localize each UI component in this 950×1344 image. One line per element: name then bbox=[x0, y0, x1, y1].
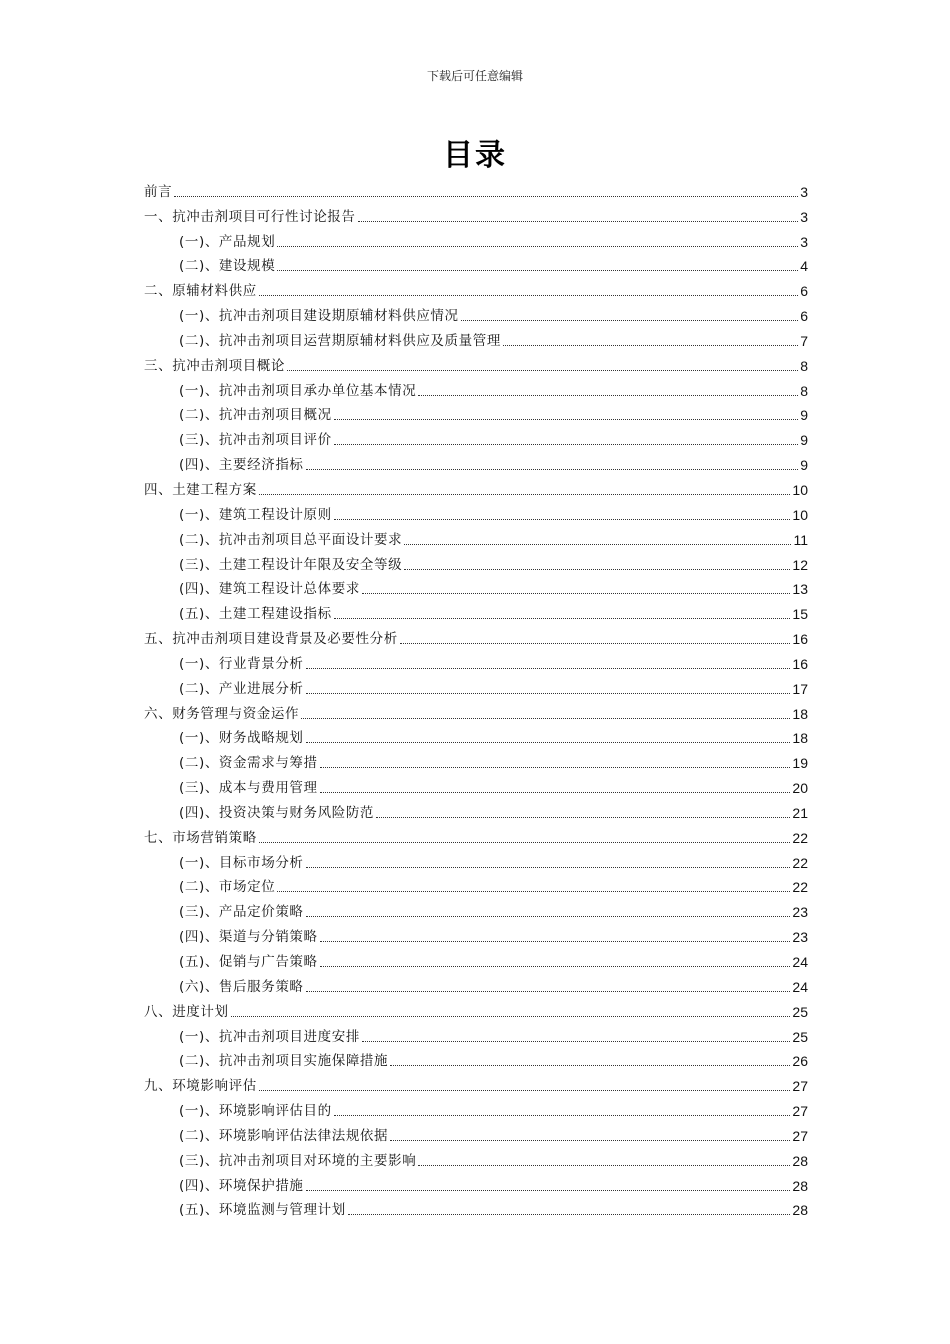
toc-dot-leader bbox=[334, 618, 791, 619]
toc-entry-page: 25 bbox=[792, 1028, 808, 1045]
toc-entry-page: 6 bbox=[800, 283, 808, 300]
toc-entry-page: 3 bbox=[800, 233, 808, 250]
toc-entry[interactable] bbox=[144, 697, 808, 722]
toc-dot-leader bbox=[334, 519, 791, 520]
toc-entry-label: (一)、目标市场分析 bbox=[179, 854, 304, 871]
toc-dot-leader bbox=[306, 668, 791, 669]
toc-entry-page: 18 bbox=[792, 705, 808, 722]
toc-dot-leader bbox=[348, 1214, 791, 1215]
toc-entry[interactable] bbox=[144, 498, 808, 523]
toc-entry[interactable] bbox=[144, 920, 808, 945]
toc-entry-label: (五)、环境监测与管理计划 bbox=[179, 1202, 346, 1219]
toc-entry-page: 19 bbox=[792, 755, 808, 772]
toc-entry[interactable] bbox=[144, 299, 808, 324]
toc-entry-page: 16 bbox=[792, 631, 808, 648]
toc-entry[interactable] bbox=[144, 175, 808, 200]
toc-entry-label: 五、抗冲击剂项目建设背景及必要性分析 bbox=[144, 631, 398, 648]
toc-entry-page: 22 bbox=[792, 854, 808, 871]
toc-entry[interactable] bbox=[144, 399, 808, 424]
toc-entry[interactable] bbox=[144, 473, 808, 498]
toc-entry-page: 24 bbox=[792, 978, 808, 995]
toc-entry-label: (四)、投资决策与财务风险防范 bbox=[179, 804, 375, 821]
toc-entry-page: 23 bbox=[792, 929, 808, 946]
toc-entry-label: (一)、财务战略规划 bbox=[179, 730, 304, 747]
toc-entry-label: (二)、抗冲击剂项目实施保障措施 bbox=[179, 1053, 389, 1070]
toc-dot-leader bbox=[306, 991, 791, 992]
toc-entry[interactable] bbox=[144, 622, 808, 647]
toc-entry[interactable] bbox=[144, 647, 808, 672]
toc-entry-page: 9 bbox=[800, 407, 808, 424]
toc-entry-label: (六)、售后服务策略 bbox=[179, 978, 304, 995]
toc-entry-page: 21 bbox=[792, 804, 808, 821]
toc-entry-page: 17 bbox=[792, 680, 808, 697]
toc-dot-leader bbox=[334, 444, 798, 445]
toc-entry-label: (四)、环境保护措施 bbox=[179, 1177, 304, 1194]
toc-entry-page: 11 bbox=[793, 531, 808, 548]
toc-entry[interactable] bbox=[144, 1020, 808, 1045]
toc-entry-label: (一)、环境影响评估目的 bbox=[179, 1103, 332, 1120]
toc-dot-leader bbox=[306, 1190, 791, 1191]
toc-dot-leader bbox=[400, 643, 791, 644]
toc-entry-label: (二)、环境影响评估法律法规依据 bbox=[179, 1127, 389, 1144]
toc-entry[interactable] bbox=[144, 672, 808, 697]
toc-entry-page: 23 bbox=[792, 904, 808, 921]
toc-entry-page: 10 bbox=[792, 481, 808, 498]
toc-entry-label: (五)、土建工程建设指标 bbox=[179, 606, 332, 623]
toc-entry[interactable] bbox=[144, 274, 808, 299]
toc-entry-page: 8 bbox=[800, 357, 808, 374]
toc-entry-page: 25 bbox=[792, 1003, 808, 1020]
toc-entry-label: (二)、抗冲击剂项目概况 bbox=[179, 407, 332, 424]
toc-dot-leader bbox=[376, 817, 790, 818]
toc-entry-label: (三)、成本与费用管理 bbox=[179, 780, 318, 797]
toc-entry[interactable] bbox=[144, 374, 808, 399]
toc-dot-leader bbox=[259, 494, 791, 495]
toc-entry[interactable] bbox=[144, 945, 808, 970]
toc-dot-leader bbox=[358, 221, 799, 222]
toc-dot-leader bbox=[287, 370, 798, 371]
toc-entry-page: 22 bbox=[792, 829, 808, 846]
toc-entry-label: 四、土建工程方案 bbox=[144, 481, 257, 498]
toc-dot-leader bbox=[259, 842, 791, 843]
toc-entry-page: 7 bbox=[800, 332, 808, 349]
toc-entry[interactable] bbox=[144, 548, 808, 573]
toc-entry-label: (四)、渠道与分销策略 bbox=[179, 929, 318, 946]
toc-entry-label: 前言 bbox=[144, 183, 173, 200]
toc-dot-leader bbox=[306, 693, 791, 694]
toc-entry[interactable] bbox=[144, 846, 808, 871]
toc-entry-label: 六、财务管理与资金运作 bbox=[144, 705, 300, 722]
toc-entry-page: 28 bbox=[792, 1202, 808, 1219]
toc-entry[interactable] bbox=[144, 1069, 808, 1094]
toc-dot-leader bbox=[390, 1140, 790, 1141]
page-title: 目录 bbox=[443, 138, 507, 173]
toc-dot-leader bbox=[301, 718, 790, 719]
toc-entry[interactable] bbox=[144, 1194, 808, 1219]
toc-entry-page: 28 bbox=[792, 1177, 808, 1194]
toc-entry[interactable] bbox=[144, 895, 808, 920]
toc-entry[interactable] bbox=[144, 970, 808, 995]
toc-dot-leader bbox=[418, 1165, 790, 1166]
toc-entry[interactable] bbox=[144, 423, 808, 448]
toc-dot-leader bbox=[320, 966, 791, 967]
toc-entry-label: (三)、土建工程设计年限及安全等级 bbox=[179, 556, 403, 573]
toc-entry-page: 28 bbox=[792, 1152, 808, 1169]
toc-entry-label: (二)、抗冲击剂项目运营期原辅材料供应及质量管理 bbox=[179, 332, 501, 349]
toc-entry[interactable] bbox=[144, 573, 808, 598]
toc-entry-page: 22 bbox=[792, 879, 808, 896]
toc-entry[interactable] bbox=[144, 200, 808, 225]
toc-entry-label: (二)、资金需求与筹措 bbox=[179, 755, 318, 772]
toc-entry[interactable] bbox=[144, 722, 808, 747]
table-of-contents bbox=[144, 175, 808, 1218]
toc-entry[interactable] bbox=[144, 523, 808, 548]
toc-entry-label: (三)、产品定价策略 bbox=[179, 904, 304, 921]
toc-entry[interactable] bbox=[144, 448, 808, 473]
toc-entry-page: 27 bbox=[792, 1103, 808, 1120]
toc-entry-label: 八、进度计划 bbox=[144, 1003, 229, 1020]
toc-entry[interactable] bbox=[144, 597, 808, 622]
toc-entry[interactable] bbox=[144, 250, 808, 275]
toc-entry[interactable] bbox=[144, 1045, 808, 1070]
toc-dot-leader bbox=[277, 270, 798, 271]
toc-entry-label: (三)、抗冲击剂项目对环境的主要影响 bbox=[179, 1152, 417, 1169]
toc-entry-label: (一)、抗冲击剂项目进度安排 bbox=[179, 1028, 360, 1045]
toc-dot-leader bbox=[334, 419, 798, 420]
toc-dot-leader bbox=[320, 767, 791, 768]
toc-entry-page: 6 bbox=[800, 308, 808, 325]
toc-dot-leader bbox=[404, 569, 790, 570]
toc-entry[interactable] bbox=[144, 1169, 808, 1194]
toc-entry[interactable] bbox=[144, 1119, 808, 1144]
toc-entry-label: 二、原辅材料供应 bbox=[144, 283, 257, 300]
toc-entry-page: 12 bbox=[792, 556, 808, 573]
toc-dot-leader bbox=[231, 1016, 791, 1017]
toc-entry[interactable] bbox=[144, 796, 808, 821]
toc-dot-leader bbox=[362, 593, 790, 594]
toc-entry-page: 4 bbox=[800, 258, 808, 275]
toc-dot-leader bbox=[259, 1090, 791, 1091]
toc-entry-label: 一、抗冲击剂项目可行性讨论报告 bbox=[144, 208, 356, 225]
toc-dot-leader bbox=[320, 792, 791, 793]
toc-entry[interactable] bbox=[144, 349, 808, 374]
toc-dot-leader bbox=[277, 246, 798, 247]
toc-entry-label: (三)、抗冲击剂项目评价 bbox=[179, 432, 332, 449]
header-note: 下载后可任意编辑 bbox=[426, 69, 523, 83]
toc-dot-leader bbox=[390, 1065, 790, 1066]
toc-entry-label: (二)、抗冲击剂项目总平面设计要求 bbox=[179, 531, 403, 548]
toc-entry-label: 九、环境影响评估 bbox=[144, 1078, 257, 1095]
toc-dot-leader bbox=[259, 295, 798, 296]
toc-entry-label: 三、抗冲击剂项目概论 bbox=[144, 357, 285, 374]
toc-entry-page: 3 bbox=[800, 183, 808, 200]
toc-entry-label: (一)、抗冲击剂项目承办单位基本情况 bbox=[179, 382, 417, 399]
toc-entry-label: 七、市场营销策略 bbox=[144, 829, 257, 846]
toc-entry-page: 8 bbox=[800, 382, 808, 399]
toc-entry-page: 3 bbox=[800, 208, 808, 225]
toc-entry-page: 9 bbox=[800, 432, 808, 449]
toc-entry-label: (五)、促销与广告策略 bbox=[179, 954, 318, 970]
toc-dot-leader bbox=[306, 916, 791, 917]
toc-dot-leader bbox=[277, 891, 790, 892]
toc-dot-leader bbox=[362, 1041, 790, 1042]
toc-entry[interactable] bbox=[144, 771, 808, 796]
toc-entry[interactable] bbox=[144, 821, 808, 846]
toc-entry-page: 16 bbox=[792, 655, 808, 672]
toc-entry-label: (一)、行业背景分析 bbox=[179, 655, 304, 672]
toc-dot-leader bbox=[320, 941, 791, 942]
toc-entry[interactable] bbox=[144, 225, 808, 250]
toc-dot-leader bbox=[174, 196, 798, 197]
toc-entry-page: 27 bbox=[792, 1127, 808, 1144]
toc-entry-label: (一)、产品规划 bbox=[179, 233, 276, 250]
toc-dot-leader bbox=[306, 469, 799, 470]
toc-entry[interactable] bbox=[144, 324, 808, 349]
toc-entry[interactable] bbox=[144, 871, 808, 896]
toc-entry-page: 10 bbox=[792, 506, 808, 523]
toc-entry-label: (二)、建设规模 bbox=[179, 258, 276, 275]
toc-entry-page: 9 bbox=[800, 457, 808, 474]
toc-dot-leader bbox=[306, 742, 791, 743]
toc-entry-label: (四)、主要经济指标 bbox=[179, 457, 304, 474]
toc-entry-label: (四)、建筑工程设计总体要求 bbox=[179, 581, 360, 598]
toc-entry[interactable] bbox=[144, 1094, 808, 1119]
toc-dot-leader bbox=[418, 395, 798, 396]
toc-dot-leader bbox=[404, 544, 791, 545]
toc-entry-label: (二)、市场定位 bbox=[179, 879, 276, 896]
toc-entry-label: (一)、抗冲击剂项目建设期原辅材料供应情况 bbox=[179, 308, 459, 325]
toc-entry-page: 26 bbox=[792, 1053, 808, 1070]
toc-dot-leader bbox=[334, 1115, 791, 1116]
toc-entry-label: (一)、建筑工程设计原则 bbox=[179, 506, 332, 523]
toc-entry[interactable] bbox=[144, 746, 808, 771]
toc-dot-leader bbox=[461, 320, 799, 321]
toc-entry-page: 24 bbox=[792, 954, 808, 970]
toc-entry-page: 20 bbox=[792, 780, 808, 797]
toc-entry-page: 13 bbox=[792, 581, 808, 598]
toc-dot-leader bbox=[503, 345, 798, 346]
toc-entry-label: (二)、产业进展分析 bbox=[179, 680, 304, 697]
toc-entry-page: 15 bbox=[792, 606, 808, 623]
toc-entry[interactable] bbox=[144, 1144, 808, 1169]
toc-entry-page: 18 bbox=[792, 730, 808, 747]
toc-entry-page: 27 bbox=[792, 1078, 808, 1095]
toc-entry[interactable] bbox=[144, 995, 808, 1020]
toc-dot-leader bbox=[306, 867, 791, 868]
